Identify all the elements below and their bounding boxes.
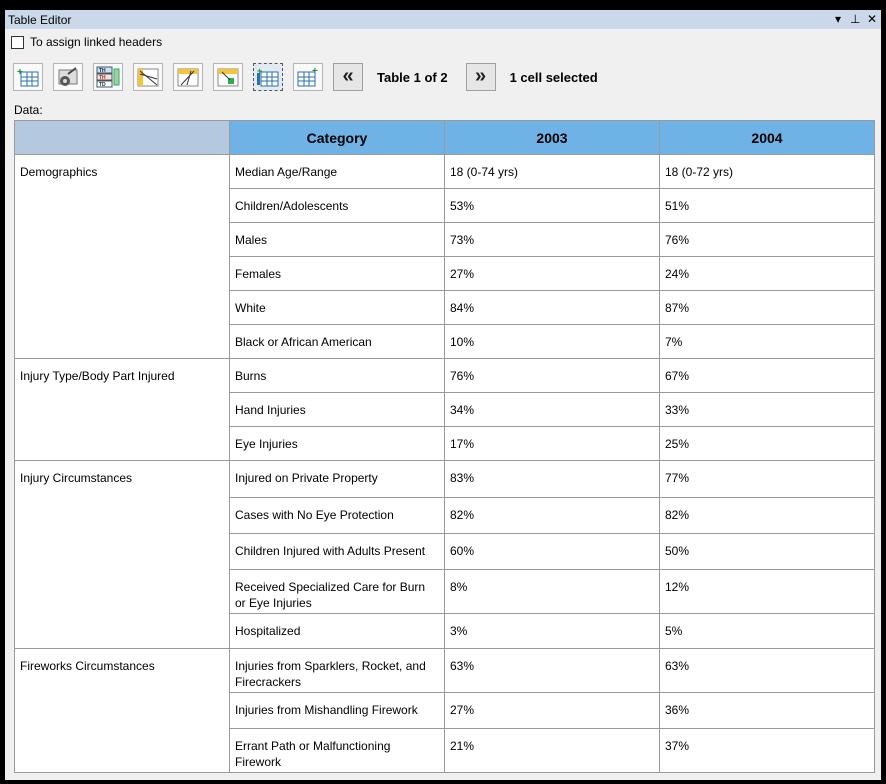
value-2004-cell[interactable]: 5% bbox=[660, 614, 875, 649]
svg-text:+: + bbox=[17, 67, 23, 78]
value-2003-cell[interactable]: 60% bbox=[445, 534, 660, 570]
value-2003-cell[interactable]: 76% bbox=[445, 359, 660, 393]
category-cell[interactable]: Hospitalized bbox=[230, 614, 445, 649]
value-2003-cell[interactable]: 21% bbox=[445, 729, 660, 773]
value-2004-cell[interactable]: 63% bbox=[660, 649, 875, 693]
column-headers-button[interactable] bbox=[133, 63, 163, 91]
table-row bbox=[15, 359, 875, 393]
category-cell[interactable]: Children Injured with Adults Present bbox=[230, 534, 445, 570]
category-cell[interactable]: Hand Injuries bbox=[230, 393, 445, 427]
table-editor-panel bbox=[5, 10, 881, 780]
category-cell[interactable]: Injuries from Sparklers, Rocket, and Firecrackers bbox=[230, 649, 445, 693]
value-2003-cell[interactable]: 18 (0-74 yrs) bbox=[445, 155, 660, 189]
value-2004-cell[interactable]: 33% bbox=[660, 393, 875, 427]
value-2003-cell[interactable]: 73% bbox=[445, 223, 660, 257]
link-settings-icon bbox=[56, 66, 80, 88]
value-2004-cell[interactable]: 24% bbox=[660, 257, 875, 291]
value-2003-cell[interactable]: 82% bbox=[445, 498, 660, 534]
group-cell[interactable]: Injury Circumstances bbox=[15, 461, 230, 649]
category-cell[interactable]: Females bbox=[230, 257, 445, 291]
value-2003-cell[interactable]: 84% bbox=[445, 291, 660, 325]
table-row bbox=[15, 461, 875, 498]
value-2003-cell[interactable]: 8% bbox=[445, 570, 660, 614]
category-cell[interactable]: Received Specialized Care for Burn or Eye Injuries bbox=[230, 570, 445, 614]
category-cell[interactable]: Eye Injuries bbox=[230, 427, 445, 461]
value-2004-cell[interactable]: 25% bbox=[660, 427, 875, 461]
value-2003-cell[interactable]: 27% bbox=[445, 257, 660, 291]
insert-table-icon bbox=[16, 66, 40, 88]
group-cell[interactable]: Demographics bbox=[15, 155, 230, 359]
value-2004-cell[interactable]: 51% bbox=[660, 189, 875, 223]
select-table-icon bbox=[256, 66, 280, 88]
value-2003-cell[interactable]: 53% bbox=[445, 189, 660, 223]
svg-text:TD: TD bbox=[99, 82, 106, 88]
category-cell[interactable]: White bbox=[230, 291, 445, 325]
data-label: Data: bbox=[14, 103, 43, 117]
window-title: Table Editor bbox=[8, 13, 72, 27]
value-2003-cell[interactable]: 63% bbox=[445, 649, 660, 693]
cell-headers-button[interactable] bbox=[213, 63, 243, 91]
group-cell[interactable]: Injury Type/Body Part Injured bbox=[15, 359, 230, 461]
column-headers-icon bbox=[136, 66, 160, 88]
category-cell[interactable]: Median Age/Range bbox=[230, 155, 445, 189]
category-cell[interactable]: Males bbox=[230, 223, 445, 257]
header-cell-2003[interactable]: 2003 bbox=[445, 121, 660, 155]
cell-headers-icon bbox=[216, 66, 240, 88]
dropdown-arrow-icon[interactable]: ▾ bbox=[834, 12, 842, 26]
row-headers-button[interactable] bbox=[173, 63, 203, 91]
add-table-button[interactable] bbox=[293, 63, 323, 91]
select-table-button[interactable] bbox=[253, 63, 283, 91]
add-table-icon bbox=[296, 66, 320, 88]
svg-text:+: + bbox=[257, 66, 263, 76]
selection-status: 1 cell selected bbox=[509, 69, 598, 85]
title-bar bbox=[5, 10, 881, 29]
header-types-button[interactable] bbox=[93, 63, 123, 91]
corner-header-cell[interactable] bbox=[15, 121, 230, 155]
value-2004-cell[interactable]: 50% bbox=[660, 534, 875, 570]
value-2004-cell[interactable]: 18 (0-72 yrs) bbox=[660, 155, 875, 189]
link-settings-button[interactable] bbox=[53, 63, 83, 91]
table-row bbox=[15, 155, 875, 189]
category-cell[interactable]: Cases with No Eye Protection bbox=[230, 498, 445, 534]
value-2003-cell[interactable]: 83% bbox=[445, 461, 660, 498]
insert-table-button[interactable] bbox=[13, 63, 43, 91]
header-cell-category[interactable]: Category bbox=[230, 121, 445, 155]
table-counter: Table 1 of 2 bbox=[377, 69, 448, 85]
svg-text:TH: TH bbox=[99, 75, 106, 81]
value-2003-cell[interactable]: 34% bbox=[445, 393, 660, 427]
header-types-icon bbox=[96, 66, 120, 88]
value-2003-cell[interactable]: 10% bbox=[445, 325, 660, 359]
category-cell[interactable]: Injured on Private Property bbox=[230, 461, 445, 498]
next-table-button[interactable]: » bbox=[466, 63, 496, 91]
header-row bbox=[15, 121, 875, 155]
category-cell[interactable]: Children/Adolescents bbox=[230, 189, 445, 223]
close-icon[interactable]: ✕ bbox=[867, 12, 878, 26]
svg-text:+: + bbox=[312, 66, 318, 77]
row-headers-icon bbox=[176, 66, 200, 88]
header-cell-2004[interactable]: 2004 bbox=[660, 121, 875, 155]
assign-headers-checkbox[interactable] bbox=[11, 36, 24, 49]
value-2003-cell[interactable]: 17% bbox=[445, 427, 660, 461]
category-cell[interactable]: Burns bbox=[230, 359, 445, 393]
value-2004-cell[interactable]: 82% bbox=[660, 498, 875, 534]
group-cell[interactable]: Fireworks Circumstances bbox=[15, 649, 230, 773]
category-cell[interactable]: Injuries from Mishandling Firework bbox=[230, 693, 445, 729]
previous-table-button[interactable]: « bbox=[333, 63, 363, 91]
toolbar bbox=[13, 62, 598, 92]
pin-icon[interactable]: ⊥ bbox=[850, 12, 861, 26]
value-2004-cell[interactable]: 67% bbox=[660, 359, 875, 393]
assign-headers-row[interactable] bbox=[11, 35, 162, 49]
data-table bbox=[14, 120, 875, 773]
value-2003-cell[interactable]: 3% bbox=[445, 614, 660, 649]
svg-text:TH: TH bbox=[99, 68, 106, 74]
value-2004-cell[interactable]: 87% bbox=[660, 291, 875, 325]
value-2004-cell[interactable]: 76% bbox=[660, 223, 875, 257]
value-2003-cell[interactable]: 27% bbox=[445, 693, 660, 729]
category-cell[interactable]: Black or African American bbox=[230, 325, 445, 359]
table-row bbox=[15, 649, 875, 693]
value-2004-cell[interactable]: 37% bbox=[660, 729, 875, 773]
value-2004-cell[interactable]: 36% bbox=[660, 693, 875, 729]
value-2004-cell[interactable]: 7% bbox=[660, 325, 875, 359]
assign-headers-label: To assign linked headers bbox=[30, 35, 163, 49]
value-2004-cell[interactable]: 12% bbox=[660, 570, 875, 614]
category-cell[interactable]: Errant Path or Malfunctioning Firework bbox=[230, 729, 445, 773]
value-2004-cell[interactable]: 77% bbox=[660, 461, 875, 498]
